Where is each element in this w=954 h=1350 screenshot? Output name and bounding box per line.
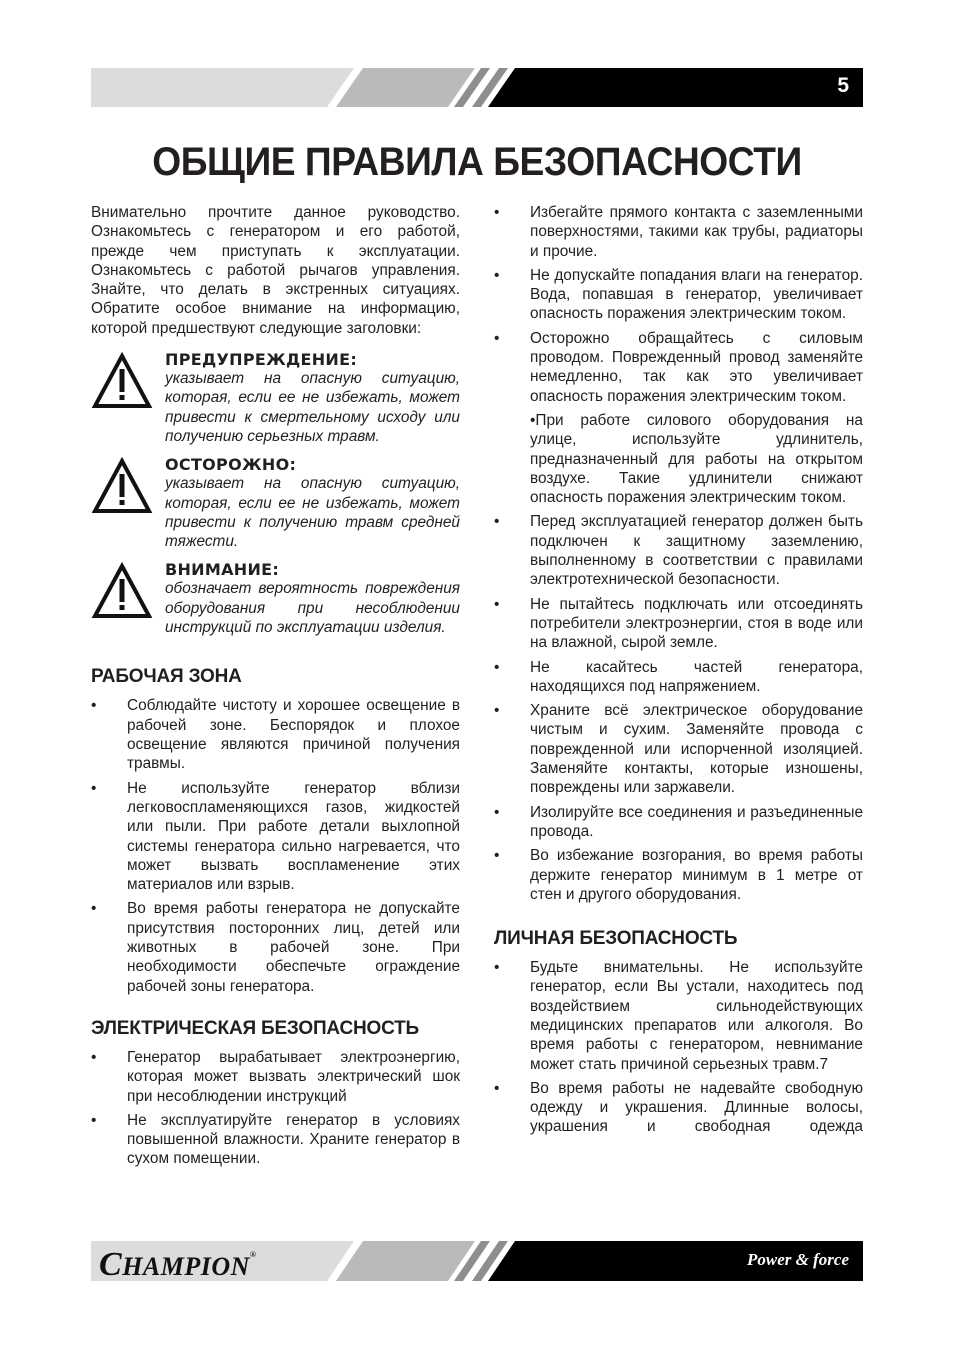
bullet: • (494, 329, 500, 347)
notice-title: ПРЕДУПРЕЖДЕНИЕ: (165, 350, 358, 370)
header-band (91, 68, 863, 107)
slogan: Power & force (747, 1250, 849, 1269)
warning-triangle-icon (91, 562, 153, 620)
list-item: • Храните всё электрическое оборудование чистым и сухим. Заменяйте провода с поврежденной или испорченной изоляцией. Заменяйте контакты, которые изношены, повреждены или заржавели. (494, 702, 863, 797)
section-heading-electrical: ЭЛЕКТРИЧЕСКАЯ БЕЗОПАСНОСТЬ (91, 1017, 419, 1039)
warning-triangle-icon (91, 352, 153, 410)
champion-logo: CHAMPION® (99, 1246, 257, 1283)
list-item: • Не касайтесь частей генератора, находящихся под напряжением. (494, 658, 863, 695)
list-item: • Не используйте генератор вблизи легковоспламеняющихся газов, жидкостей или пыли. При работе детали выхлопной системы генератора сильно нагревается, что может вызвать воспламенение этих материалов или взрыв. (91, 779, 460, 894)
bullet: • (494, 595, 500, 613)
bullet: • (494, 658, 500, 676)
notice-warning (91, 350, 460, 446)
bullet: • (494, 803, 500, 821)
electrical-list-right-a (494, 203, 863, 406)
footer-band (91, 1241, 863, 1281)
notice-text: указывает на опасную ситуацию, которая, если ее не избежать, может привести к получению травм средней тяжести. (165, 475, 460, 551)
left-column (91, 203, 460, 1174)
list-item: • Во избежание возгорания, во время работы держите генератор минимум в 1 метре от стен и другого оборудования. (494, 847, 863, 903)
bullet: • (494, 702, 500, 720)
list-item: • Не пытайтесь подключать или отсоединять потребители электроэнергии, стоя в воде или на влажной, сырой земле. (494, 595, 863, 652)
bullet: • (494, 204, 500, 221)
right-column (494, 203, 863, 1142)
header-band-graphic (91, 68, 863, 107)
list-item: • Генератор вырабатывает электроэнергию, которая может вызвать электрический шок при несоблюдении инструкций (91, 1048, 460, 1105)
bullet: • (91, 1111, 97, 1129)
notice-caution (91, 455, 460, 551)
section-heading-personal: ЛИЧНАЯ БЕЗОПАСНОСТЬ (494, 928, 738, 950)
warning-triangle-icon (91, 457, 153, 515)
list-item: • Избегайте прямого контакта с заземленными поверхностями, такими как трубы, радиаторы и прочие. (494, 204, 863, 260)
personal-list (494, 958, 863, 1137)
notice-text: обозначает вероятность повреждения оборудования при несоблюдении инструкций по эксплуатации изделия. (165, 580, 460, 637)
bullet: • (494, 847, 500, 865)
bullet: • (494, 1079, 500, 1097)
section-heading-work-area: РАБОЧАЯ ЗОНА (91, 666, 242, 688)
bullet: • (494, 513, 500, 531)
list-item: • Перед эксплуатацией генератор должен быть подключен к защитному заземлению, выполненному в соответствии с правилами электротехнической безопасности. (494, 513, 863, 589)
list-item: • Во время работы не надевайте свободную одежду и украшения. Длинные волосы, украшения и свободная одежда (494, 1079, 863, 1136)
notice-attention (91, 560, 460, 650)
sub-paragraph-outdoor: •При работе силового оборудования на улице, используйте удлинитель, предназначенный для работы на открытом воздухе. Такие удлинители снижают опасность поражения электрическим током. (530, 411, 863, 507)
bullet: • (494, 266, 500, 284)
page-title: ОБЩИЕ ПРАВИЛА БЕЗОПАСНОСТИ (152, 140, 802, 184)
list-item: • Соблюдайте чистоту и хорошее освещение в рабочей зоне. Беспорядок и плохое освещение являются причиной получения травмы. (91, 697, 460, 773)
work-area-list (91, 696, 460, 995)
bullet: • (91, 900, 97, 918)
bullet: • (91, 1048, 97, 1066)
list-item: • Не допускайте попадания влаги на генератор. Вода, попавшая в генератор, увеличивает опасность поражения электрическим током. (494, 266, 863, 323)
list-item: • Изолируйте все соединения и разъединенные провода. (494, 803, 863, 840)
bullet: • (494, 959, 500, 977)
electrical-list-left (91, 1048, 460, 1169)
list-item: • Будьте внимательны. Не используйте генератор, если Вы устали, находитесь под воздействием сильнодействующих медицинских препаратов или алкоголя. Во время работы с генератором, невнимание может стать причиной серьезных травм.7 (494, 959, 863, 1073)
intro-paragraph: Внимательно прочтите данное руководство. Ознакомьтесь с генератором и его работой, прежде чем приступать к эксплуатации. Ознакомьтесь с работой рычагов управления. Знайте, что делать в экстренных ситуациях. Обратите особое внимание на информацию, которой предшествуют следующие заголовки: (91, 204, 460, 337)
list-item: • Не эксплуатируйте генератор в условиях повышенной влажности. Храните генератор в сухом помещении. (91, 1111, 460, 1168)
electrical-list-right-b (494, 512, 863, 904)
page-number: 5 (837, 74, 849, 97)
notice-text: указывает на опасную ситуацию, которая, если ее не избежать, может привести к смертельному исходу или получению серьезных травм. (165, 370, 460, 445)
bullet: • (91, 697, 97, 715)
list-item: • Осторожно обращайтесь с силовым проводом. Поврежденный провод заменяйте немедленно, так как это увеличивает опасность поражения электрическим током. (494, 329, 863, 405)
list-item: • Во время работы генератора не допускайте присутствия посторонних лиц, детей или животных в рабочей зоне. При необходимости обеспечьте ограждение рабочей зоны генератора. (91, 900, 460, 995)
bullet: • (91, 779, 97, 797)
notice-title: ОСТОРОЖНО: (165, 455, 297, 475)
notice-title: ВНИМАНИЕ: (165, 560, 280, 580)
